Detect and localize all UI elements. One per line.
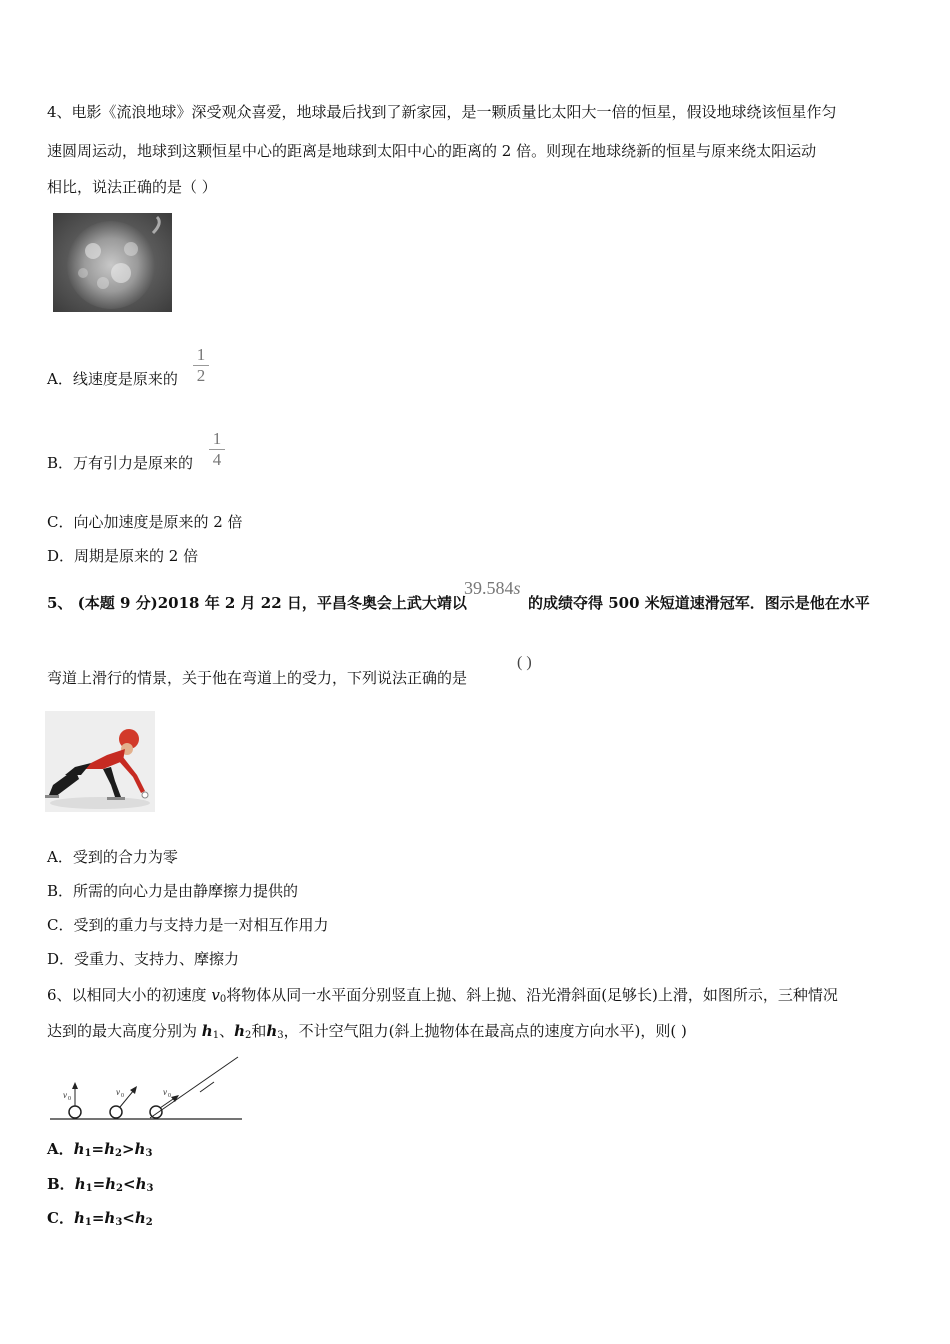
- h2-symbol: h: [234, 1022, 245, 1040]
- sub: 3: [115, 1217, 123, 1228]
- svg-text:v: v: [116, 1087, 120, 1097]
- op: =: [92, 1175, 106, 1193]
- fraction-denominator: 4: [212, 450, 222, 469]
- svg-text:0: 0: [68, 1096, 71, 1102]
- q6-stem-text-b: 将物体从同一水平面分别竖直上抛、斜上抛、沿光滑斜面(足够长)上滑，如图所示，三种情况: [226, 986, 838, 1004]
- h3: h: [135, 1175, 147, 1193]
- q6-option-a: [47, 1139, 152, 1164]
- h2-subscript: 2: [244, 1030, 252, 1041]
- q5-stem-part-1: 5、 (本题 9 分)2018 年 2 月 22 日，平昌冬奥会上武大靖以: [47, 594, 467, 612]
- skater-illustration: [45, 711, 155, 812]
- h1-subscript: 1: [212, 1030, 220, 1041]
- projectile-diagram: [50, 1053, 245, 1125]
- sub: 1: [85, 1183, 93, 1194]
- q5-time-value: [464, 578, 521, 599]
- sub: 2: [145, 1217, 153, 1228]
- q5-stem-line-2: 弯道上滑行的情景，关于他在弯道上的受力，下列说法正确的是: [47, 669, 468, 687]
- q4-option-c: C．向心加速度是原来的 2 倍: [47, 513, 243, 531]
- q4-stem-line-1: 4、电影《流浪地球》深受观众喜爱，地球最后找到了新家园，是一颗质量比太阳大一倍的恒星，假设地球绕该恒星作匀: [47, 103, 837, 121]
- skater-image: [45, 711, 155, 812]
- fraction-numerator: 1: [196, 345, 206, 364]
- v0-symbol: v: [211, 986, 220, 1004]
- q4-option-a-fraction: [193, 345, 209, 386]
- v0-subscript: 0: [219, 994, 227, 1005]
- option-prefix: C．: [47, 1209, 74, 1227]
- h3-subscript: 3: [277, 1030, 284, 1041]
- q5-option-d: D．受重力、支持力、摩擦力: [47, 950, 240, 968]
- sub: 1: [84, 1148, 92, 1159]
- h2: h: [134, 1209, 146, 1227]
- op: =: [91, 1209, 105, 1227]
- q4-option-d: D．周期是原来的 2 倍: [47, 547, 199, 565]
- svg-text:0: 0: [168, 1093, 171, 1099]
- q6-stem-line-1: [47, 985, 838, 1010]
- q4-option-b-fraction: [209, 429, 225, 470]
- h3: h: [104, 1209, 116, 1227]
- q5-option-a: A．受到的合力为零: [47, 848, 178, 866]
- sub: 1: [84, 1217, 92, 1228]
- sub: 2: [116, 1183, 124, 1194]
- op: <: [122, 1209, 135, 1227]
- h3-symbol: h: [266, 1022, 278, 1040]
- option-prefix: A．: [47, 1140, 74, 1158]
- fraction-denominator: 2: [196, 366, 206, 385]
- q6-figure: [50, 1053, 245, 1125]
- q6-stem-text-a: 6、以相同大小的初速度: [47, 986, 212, 1004]
- svg-text:v: v: [163, 1087, 167, 1097]
- option-prefix: B．: [47, 1175, 75, 1193]
- time-number: 39.584: [464, 578, 514, 598]
- op: =: [91, 1140, 105, 1158]
- h1-symbol: h: [201, 1022, 213, 1040]
- q6-stem-line-2: [47, 1021, 687, 1046]
- svg-text:0: 0: [121, 1093, 124, 1099]
- h2: h: [104, 1140, 115, 1158]
- h2: h: [105, 1175, 117, 1193]
- svg-text:v: v: [63, 1090, 67, 1100]
- star-image: [53, 213, 172, 312]
- q6-stem-text-d: ，不计空气阻力(斜上抛物体在最高点的速度方向水平)，则( ): [283, 1022, 687, 1040]
- q6-stem-text-c: 达到的最大高度分别为: [47, 1022, 202, 1040]
- h3: h: [134, 1140, 146, 1158]
- q5-option-c: C．受到的重力与支持力是一对相互作用力: [47, 916, 329, 934]
- q5-option-b: B．所需的向心力是由静摩擦力提供的: [47, 882, 299, 900]
- q4-stem-line-2: 速圆周运动，地球到这颗恒星中心的距离是地球到太阳中心的距离的 2 倍。则现在地球绕新的恒星与原来绕太阳运动: [47, 142, 817, 160]
- q6-option-b: [47, 1174, 153, 1199]
- q4-stem-line-3: 相比，说法正确的是（ ）: [47, 178, 217, 196]
- op: >: [121, 1140, 135, 1158]
- separator: 和: [251, 1022, 267, 1040]
- q4-option-b: B．万有引力是原来的: [47, 454, 194, 472]
- q4-option-a: A．线速度是原来的: [47, 370, 178, 388]
- separator: 、: [219, 1022, 235, 1040]
- q6-option-c: [47, 1208, 153, 1233]
- sub: 3: [146, 1183, 154, 1194]
- fraction-numerator: 1: [212, 429, 222, 448]
- h1: h: [73, 1140, 85, 1158]
- sub: 2: [115, 1148, 122, 1159]
- time-unit: s: [513, 578, 521, 598]
- h1: h: [73, 1209, 85, 1227]
- sub: 3: [145, 1148, 153, 1159]
- q5-answer-paren: ( ): [517, 654, 532, 671]
- q5-stem-part-2: 的成绩夺得 500 米短道速滑冠军．图示是他在水平: [528, 594, 870, 612]
- op: <: [123, 1175, 136, 1193]
- sun-surface-illustration: [53, 213, 172, 312]
- h1: h: [74, 1175, 86, 1193]
